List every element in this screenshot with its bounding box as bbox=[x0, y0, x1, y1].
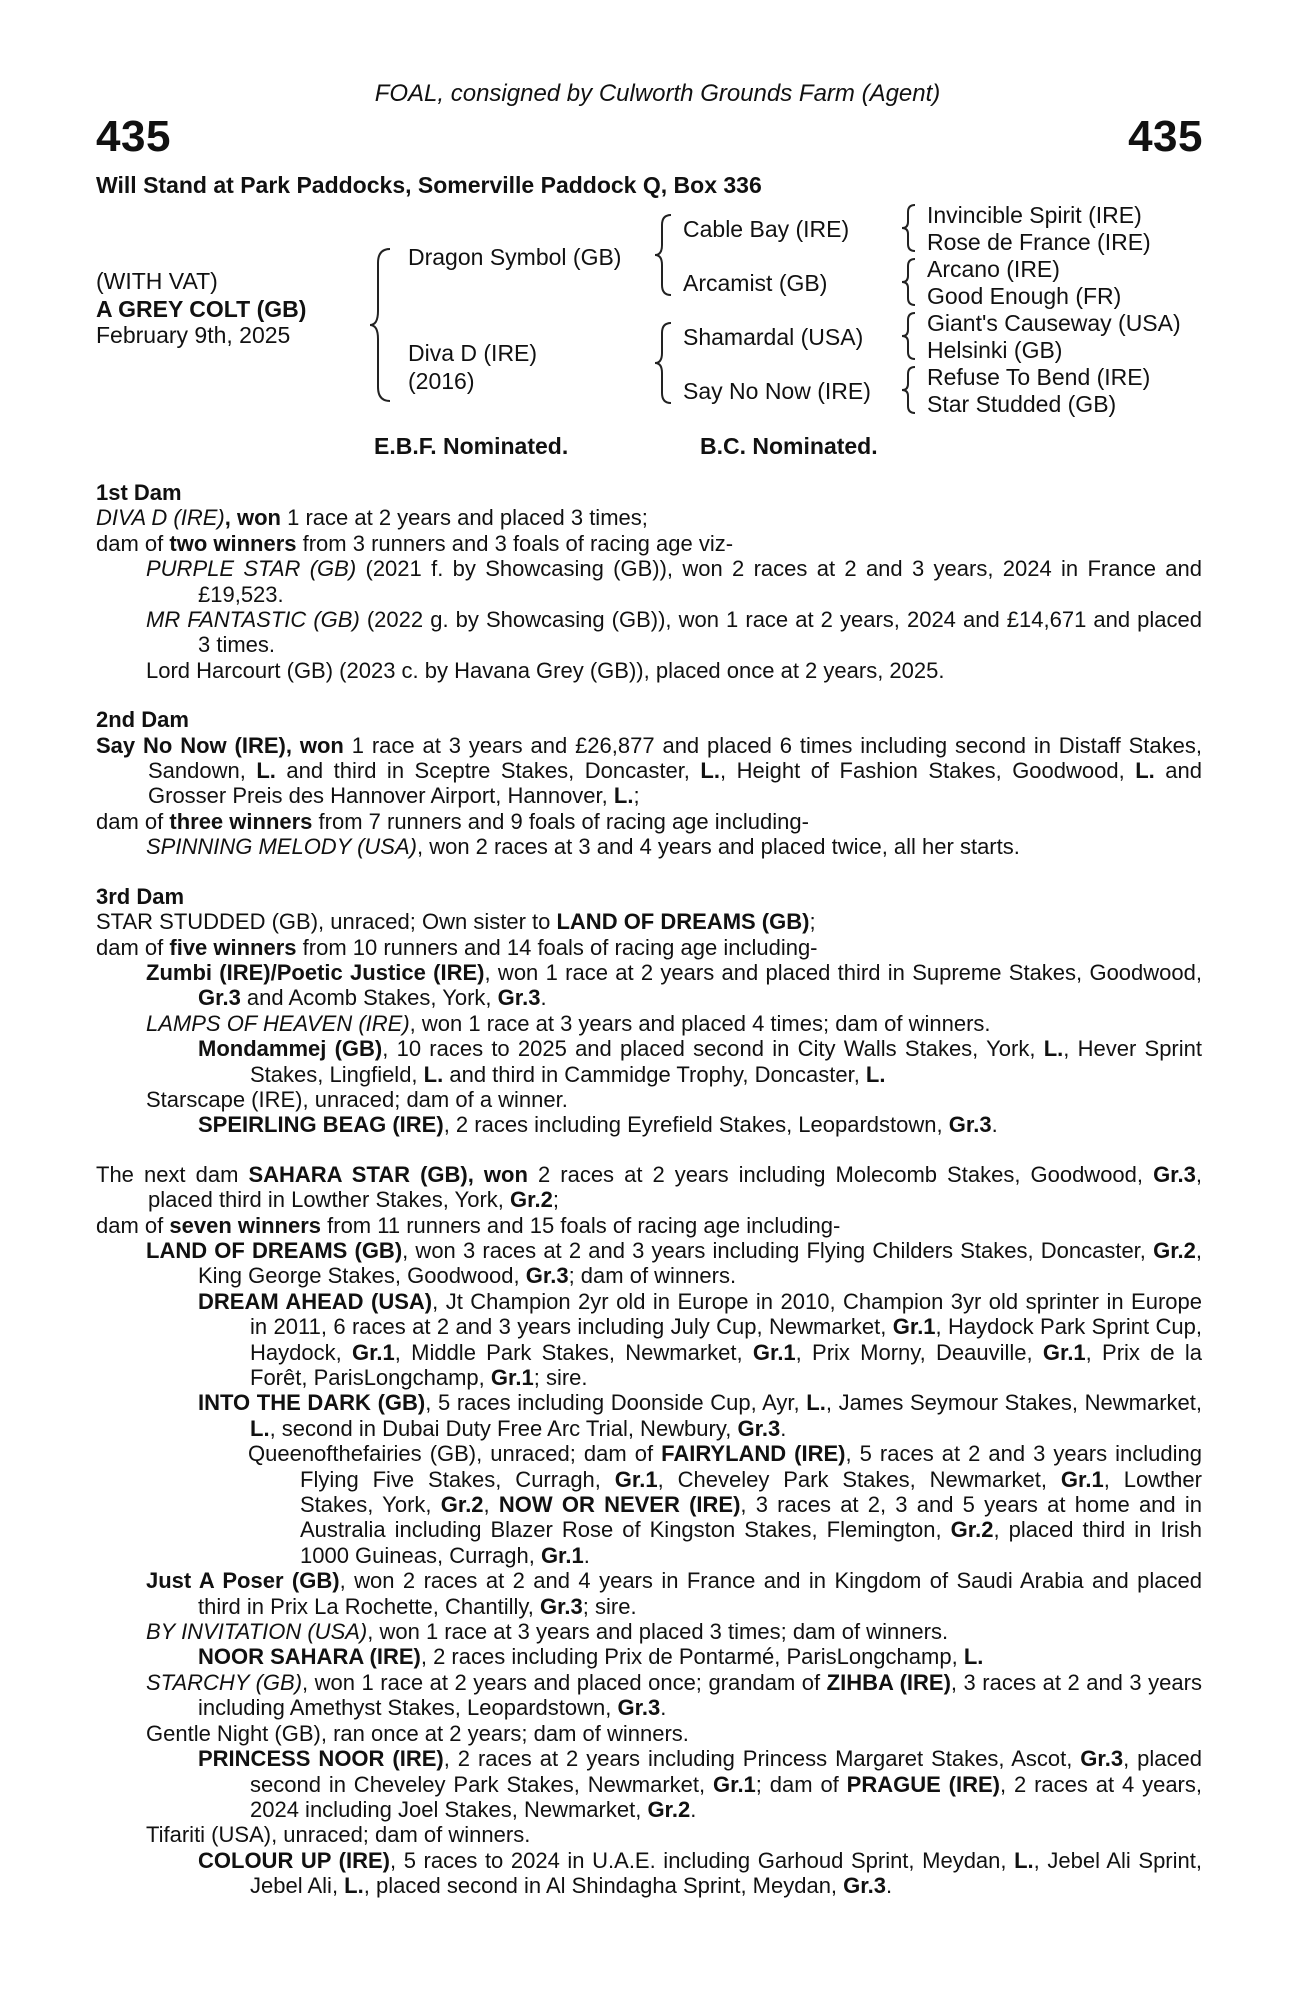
pedigree-brace-dam bbox=[653, 320, 677, 406]
produce-entry: Starscape (IRE), unraced; dam of a winner. bbox=[146, 1086, 568, 1112]
pedigree-brace-g4 bbox=[899, 365, 921, 415]
dam-dam: Say No Now (IRE) bbox=[683, 378, 871, 404]
produce-name: DREAM AHEAD (USA) bbox=[198, 1288, 433, 1314]
consignor-line: FOAL, consigned by Culworth Grounds Farm (Agent) bbox=[374, 80, 941, 107]
bc-nominated: B.C. Nominated. bbox=[700, 433, 878, 459]
grandsire-4: Refuse To Bend (IRE) bbox=[927, 364, 1151, 390]
dam-name: DIVA D (IRE) bbox=[96, 505, 225, 531]
catalogue-body bbox=[96, 480, 1202, 1899]
ebf-nominated: E.B.F. Nominated. bbox=[374, 433, 569, 459]
winners-count: three winners bbox=[169, 808, 313, 834]
winners-count: five winners bbox=[169, 934, 297, 960]
produce-name: LAMPS OF HEAVEN (IRE) bbox=[146, 1010, 410, 1036]
winners-count: two winners bbox=[169, 530, 297, 556]
pedigree-brace-sire bbox=[653, 212, 677, 298]
grandsire-2: Arcano (IRE) bbox=[927, 256, 1060, 282]
first-dam-section: 1st Dam DIVA D (IRE), won 1 race at 2 years and placed 3 times; dam of two winners from 3 runners and 3 foals of racing age viz- PURPLE STAR (GB) (2021 f. by Showcasing (GB)), won 2 races at 2 and 3 years, 2024 in France and £19,523. MR FANTASTIC (GB) (2022 g. by Showcasing (GB)), won 1 race at 2 years, 2024 and £14,671 and placed 3 times. Lord Harcourt (GB) (2023 c. by Havana Grey (GB)), placed once at 2 years, 2025. bbox=[96, 480, 1202, 683]
winners-count: seven winners bbox=[169, 1212, 322, 1238]
produce-name: COLOUR UP (IRE) bbox=[198, 1847, 391, 1873]
produce-entry: Lord Harcourt (GB) (2023 c. by Havana Grey (GB)), placed once at 2 years, 2025. bbox=[146, 657, 945, 683]
dam-year: (2016) bbox=[408, 368, 475, 394]
produce-name: PRINCESS NOOR (IRE) bbox=[198, 1746, 444, 1772]
second-dam-heading: 2nd Dam bbox=[96, 707, 189, 733]
produce-name: SPEIRLING BEAG (IRE) bbox=[198, 1112, 444, 1138]
third-dam-heading: 3rd Dam bbox=[96, 883, 185, 909]
horse-description: A GREY COLT (GB) bbox=[96, 296, 307, 322]
sire-name: Dragon Symbol (GB) bbox=[408, 244, 622, 270]
produce-name: NOW OR NEVER (IRE) bbox=[498, 1492, 741, 1518]
dam-sire: Shamardal (USA) bbox=[683, 324, 864, 350]
produce-name: SPINNING MELODY (USA) bbox=[146, 834, 417, 860]
granddam-1: Rose de France (IRE) bbox=[927, 229, 1151, 255]
pedigree-brace-main bbox=[368, 245, 398, 405]
grandsire-1: Invincible Spirit (IRE) bbox=[927, 202, 1142, 228]
sire-sire: Cable Bay (IRE) bbox=[683, 216, 850, 242]
produce-entry: Gentle Night (GB), ran once at 2 years; dam of winners. bbox=[146, 1720, 689, 1746]
produce-entry: Tifariti (USA), unraced; dam of winners. bbox=[146, 1822, 531, 1848]
dam-name: Diva D (IRE) bbox=[408, 340, 538, 366]
pedigree-brace-g3 bbox=[899, 311, 921, 361]
produce-name: MR FANTASTIC (GB) bbox=[146, 607, 360, 633]
lot-number-right: 435 bbox=[1128, 112, 1203, 161]
pedigree-brace-g2 bbox=[899, 257, 921, 307]
second-dam-section: 2nd Dam Say No Now (IRE), won 1 race at 3 years and £26,877 and placed 6 times including second in Distaff Stakes, Sandown, L. and third in Sceptre Stakes, Doncaster, L., Height of Fashion Stakes, Goodwood, L. and Grosser Preis des Hannover Airport, Hannover, L.; dam of three winners from 7 runners and 9 foals of racing age including- SPINNING MELODY (USA), won 2 races at 3 and 4 years and placed twice, all her starts. bbox=[96, 707, 1203, 860]
won-label: , won bbox=[224, 505, 281, 531]
produce-name: Just A Poser (GB) bbox=[146, 1568, 340, 1594]
next-dam-section: The next dam SAHARA STAR (GB), won 2 races at 2 years including Molecomb Stakes, Goodwood, Gr.3, placed third in Lowther Stakes, York, Gr.2; dam of seven winners from 11 runners and 15 foals of racing age including- LAND OF DREAMS (GB), won 3 races at 2 and 3 years including Flying Childers Stakes, Doncaster, Gr.2, King George Stakes, Goodwood, Gr.3; dam of winners. DREAM AHEAD (USA), Jt Champion 2yr old in Europe in 2010, Champion 3yr old sprinter in Europe in 2011, 6 races at 2 and 3 years including July Cup, Newmarket, Gr.1, Haydock Park Sprint Cup, Haydock, Gr.1, Middle Park Stakes, Newmarket, Gr.1, Prix Morny, Deauville, Gr.1, Prix de la Forêt, ParisLongchamp, Gr.1; sire. INTO THE DARK (GB), 5 races including Doonside Cup, Ayr, L., James Seymour Stakes, Newmarket, L., second in Dubai Duty Free Arc Trial, Newbury, Gr.3. Queenofthefairies (GB), unraced; dam of FAIRYLAND (IRE), 5 races at 2 and 3 years including Flying Five Stakes, Curragh, Gr.1, Cheveley Park Stakes, Newmarket, Gr.1, Lowther Stakes, York, Gr.2, NOW OR NEVER (IRE), 3 races at 2, 3 and 5 years at home and in Australia including Blazer Rose of Kingston Stakes, Flemington, Gr.2, placed third in Irish 1000 Guineas, Curragh, Gr.1. Just A Poser (GB), won 2 races at 2 and 4 years in France and in Kingdom of Saudi Arabia and placed third in Prix La Rochette, Chantilly, Gr.3; sire. BY INVITATION (USA), won 1 race at 3 years and placed 3 times; dam of winners. NOOR SAHARA (IRE), 2 races including Prix de Pontarmé, ParisLongchamp, L. STARCHY (GB), won 1 race at 2 years and placed once; grandam of ZIHBA (IRE), 3 races at 2 and 3 years including Amethyst Stakes, Leopardstown, Gr.3. Gentle Night (GB), ran once at 2 years; dam of winners. PRINCESS NOOR (IRE), 2 races at 2 years including Princess Margaret Stakes, Ascot, Gr.3, placed second in Cheveley Park Stakes, Newmarket, Gr.1; dam of PRAGUE (IRE), 2 races at 4 years, 2024 including Joel Stakes, Newmarket, Gr.2. Tifariti (USA), unraced; dam of winners. COLOUR UP (IRE), 5 races to 2024 in U.A.E. including Garhoud Sprint, Meydan, L., Jebel Ali Sprint, Jebel Ali, L., placed second in Al Shindagha Sprint, Meydan, Gr.3. bbox=[96, 1161, 1203, 1899]
stand-location: Will Stand at Park Paddocks, Somerville Paddock Q, Box 336 bbox=[96, 172, 762, 198]
foaling-date: February 9th, 2025 bbox=[96, 322, 291, 348]
produce-name: PURPLE STAR (GB) bbox=[146, 556, 357, 582]
dam-summary: 1 race at 2 years and placed 3 times; bbox=[281, 505, 648, 531]
produce-name: NOOR SAHARA (IRE) bbox=[198, 1644, 421, 1670]
granddam-3: Helsinki (GB) bbox=[927, 337, 1063, 363]
pedigree-brace-g1 bbox=[899, 203, 921, 253]
vat-note: (WITH VAT) bbox=[96, 268, 218, 294]
produce-name: INTO THE DARK (GB) bbox=[198, 1390, 426, 1416]
produce-name: LAND OF DREAMS (GB) bbox=[146, 1237, 403, 1263]
grandsire-3: Giant's Causeway (USA) bbox=[927, 310, 1181, 336]
first-dam-heading: 1st Dam bbox=[96, 480, 182, 505]
produce-name: BY INVITATION (USA) bbox=[146, 1619, 368, 1645]
granddam-4: Star Studded (GB) bbox=[927, 391, 1117, 417]
lot-number-left: 435 bbox=[96, 112, 171, 161]
dam-name: SAHARA STAR (GB) bbox=[248, 1161, 468, 1187]
produce-name: FAIRYLAND (IRE) bbox=[661, 1441, 846, 1467]
granddam-2: Good Enough (FR) bbox=[927, 283, 1122, 309]
dam-name: Say No Now (IRE) bbox=[96, 732, 286, 758]
produce-name: Mondammej (GB) bbox=[198, 1036, 383, 1062]
produce-name: STARCHY (GB) bbox=[146, 1669, 303, 1695]
third-dam-section: 3rd Dam STAR STUDDED (GB), unraced; Own sister to LAND OF DREAMS (GB); dam of five winners from 10 runners and 14 foals of racing age including- Zumbi (IRE)/Poetic Justice (IRE), won 1 race at 2 years and placed third in Supreme Stakes, Goodwood, Gr.3 and Acomb Stakes, York, Gr.3. LAMPS OF HEAVEN (IRE), won 1 race at 3 years and placed 4 times; dam of winners. Mondammej (GB), 10 races to 2025 and placed second in City Walls Stakes, York, L., Hever Sprint Stakes, Lingfield, L. and third in Cammidge Trophy, Doncaster, L. Starscape (IRE), unraced; dam of a winner. SPEIRLING BEAG (IRE), 2 races including Eyrefield Stakes, Leopardstown, Gr.3. bbox=[96, 883, 1202, 1138]
sire-dam: Arcamist (GB) bbox=[683, 270, 828, 296]
produce-name: Zumbi (IRE)/Poetic Justice (IRE) bbox=[146, 959, 485, 985]
